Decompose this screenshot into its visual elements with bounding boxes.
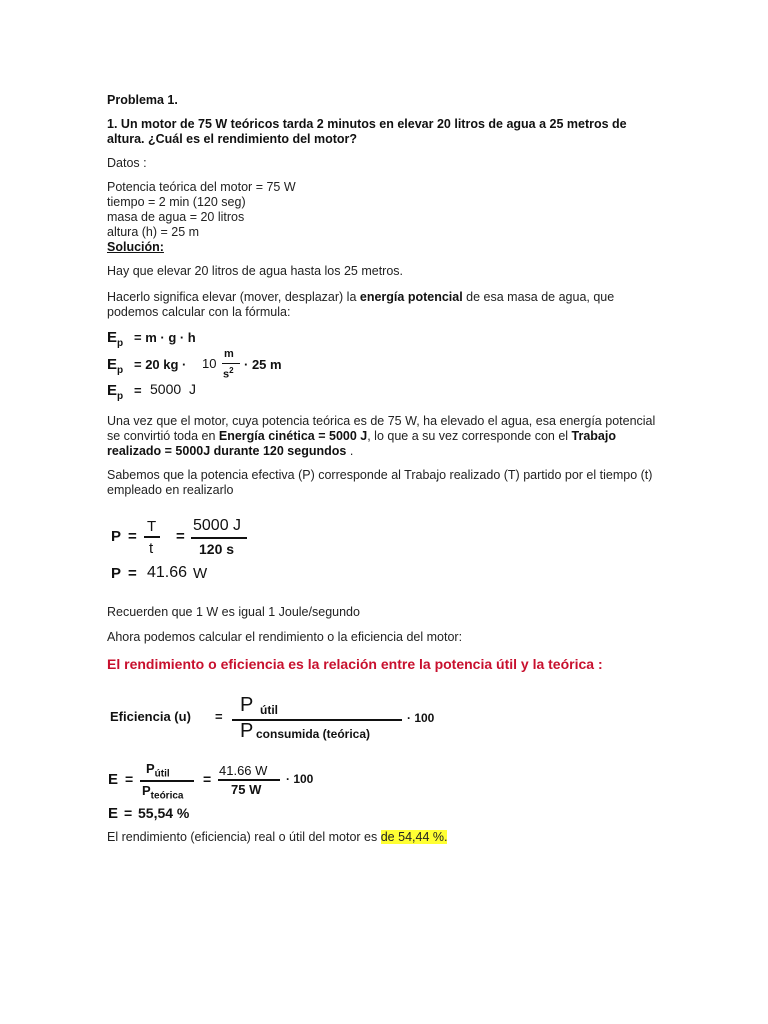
highlighted-result: de 54,44 %. [380, 830, 448, 844]
formula-denominator-subscript: teórica [150, 790, 184, 802]
formula-value: 41.66 [147, 564, 188, 581]
formula-term: = 20 kg · [134, 357, 187, 372]
datos-item: masa de agua = 20 litros [107, 210, 245, 224]
formula-denominator: t [149, 540, 154, 557]
red-heading: El rendimiento o eficiencia es la relación entre la potencia útil y la teórica : [107, 656, 603, 672]
formula-unit-denominator: s [223, 368, 230, 381]
formula-numerator: 41.66 W [219, 763, 268, 778]
formula-denominator: 75 W [231, 782, 262, 797]
formula-denominator: 120 s [199, 541, 235, 557]
text-run: de esa masa de agua, que [462, 290, 615, 304]
problem-statement-line2: altura. ¿Cuál es el rendimiento del motor? [107, 132, 358, 146]
solucion-paragraph-1: Hay que elevar 20 litros de agua hasta los 25 metros. [107, 264, 404, 278]
bold-term: Trabajo [571, 429, 616, 443]
formula-denominator-subscript: consumida (teórica) [256, 727, 371, 741]
formula-unit-numerator: m [224, 348, 234, 360]
fraction-bar [144, 536, 160, 538]
formula-symbol: P [111, 528, 122, 545]
fraction-bar [191, 537, 247, 539]
final-statement [107, 830, 447, 845]
solucion-paragraph-3-line3 [107, 444, 353, 459]
solucion-paragraph-5: Recuerden que 1 W es igual 1 Joule/segundo [107, 605, 360, 619]
solucion-paragraph-2-line2: podemos calcular con la fórmula: [107, 305, 291, 319]
formula-numerator-symbol: P [240, 694, 254, 716]
formula-value: 55,54 % [138, 805, 190, 821]
formula-numerator: T [147, 518, 157, 535]
solucion-paragraph-4-line1: Sabemos que la potencia efectiva (P) corresponde al Trabajo realizado (T) partido por el tiempo (t) [107, 468, 653, 482]
datos-item: Potencia teórica del motor = 75 W [107, 180, 296, 194]
fraction-bar [222, 363, 240, 364]
formula-term: = [134, 383, 142, 398]
bold-term: Energía cinética = 5000 J [218, 429, 368, 443]
formula-equals: = [125, 771, 134, 787]
formula-tail: · 100 [286, 772, 314, 786]
formula-exponent: 2 [229, 366, 234, 375]
formula-subscript: p [117, 338, 124, 349]
formula-numerator-symbol: P [146, 761, 155, 776]
datos-heading: Datos : [107, 156, 147, 170]
bold-term: energía potencial [359, 290, 463, 304]
formula-value: 5000 [150, 381, 182, 397]
problem-statement-text: Un motor de 75 W teóricos tarda 2 minutos en elevar 20 litros de agua a 25 metros de [120, 117, 627, 131]
formula-tail: · 100 [407, 711, 435, 725]
problem-statement-line1 [107, 117, 627, 132]
bold-term: realizado = 5000J durante 120 segundos [107, 444, 347, 458]
formula-denominator-symbol: P [142, 783, 151, 798]
solucion-paragraph-4-line2: empleado en realizarlo [107, 483, 234, 497]
text-run: se convirtió toda en [107, 429, 219, 443]
solucion-paragraph-3-line2 [107, 429, 616, 444]
text-run: , lo que a su vez corresponde con el [367, 429, 572, 443]
text-run: El rendimiento (eficiencia) real o útil del motor es [107, 830, 381, 844]
formula-unit: J [189, 381, 196, 397]
formula-symbol: E [108, 771, 119, 788]
formula-term: 10 [202, 356, 217, 371]
formula-equals: = [203, 771, 212, 787]
solucion-paragraph-6: Ahora podemos calcular el rendimiento o la eficiencia del motor: [107, 630, 463, 644]
datos-item: altura (h) = 25 m [107, 225, 200, 239]
formula-equals: = [215, 709, 223, 724]
fraction-bar [232, 719, 402, 721]
problem-number: 1. [107, 117, 118, 131]
formula-symbol: E [107, 382, 118, 399]
fraction-bar [140, 780, 194, 782]
text-run: . [346, 444, 354, 458]
formula-numerator-subscript: útil [260, 703, 278, 717]
formula-numerator: 5000 J [193, 517, 242, 534]
formula-unit: W [193, 565, 208, 582]
formula-symbol: E [108, 805, 119, 822]
formula-symbol: E [107, 329, 118, 346]
formula-denominator-symbol: P [240, 720, 254, 742]
formula-equals: = [124, 805, 133, 821]
solucion-paragraph-2-line1 [107, 290, 614, 305]
formula-equals: = [176, 528, 185, 545]
datos-item: tiempo = 2 min (120 seg) [107, 195, 246, 209]
solucion-heading: Solución: [107, 240, 164, 254]
problem-title: Problema 1. [107, 93, 178, 107]
solucion-paragraph-3-line1: Una vez que el motor, cuya potencia teórica es de 75 W, ha elevado el agua, esa energía potencial [107, 414, 656, 428]
text-run: Hacerlo significa elevar (mover, desplazar) la [107, 290, 360, 304]
formula-symbol: E [107, 356, 118, 373]
formula-symbol: P [111, 565, 122, 582]
formula-term: · 25 m [244, 357, 282, 372]
formula-subscript: p [117, 365, 124, 376]
formula-numerator-subscript: útil [154, 768, 170, 780]
formula-label: Eficiencia (u) [110, 709, 191, 724]
formula-equals: = [128, 565, 137, 582]
formula-equals: = [128, 528, 137, 545]
formula-subscript: p [117, 391, 124, 402]
fraction-bar [218, 779, 280, 781]
formula-rhs: = m · g · h [134, 330, 196, 345]
